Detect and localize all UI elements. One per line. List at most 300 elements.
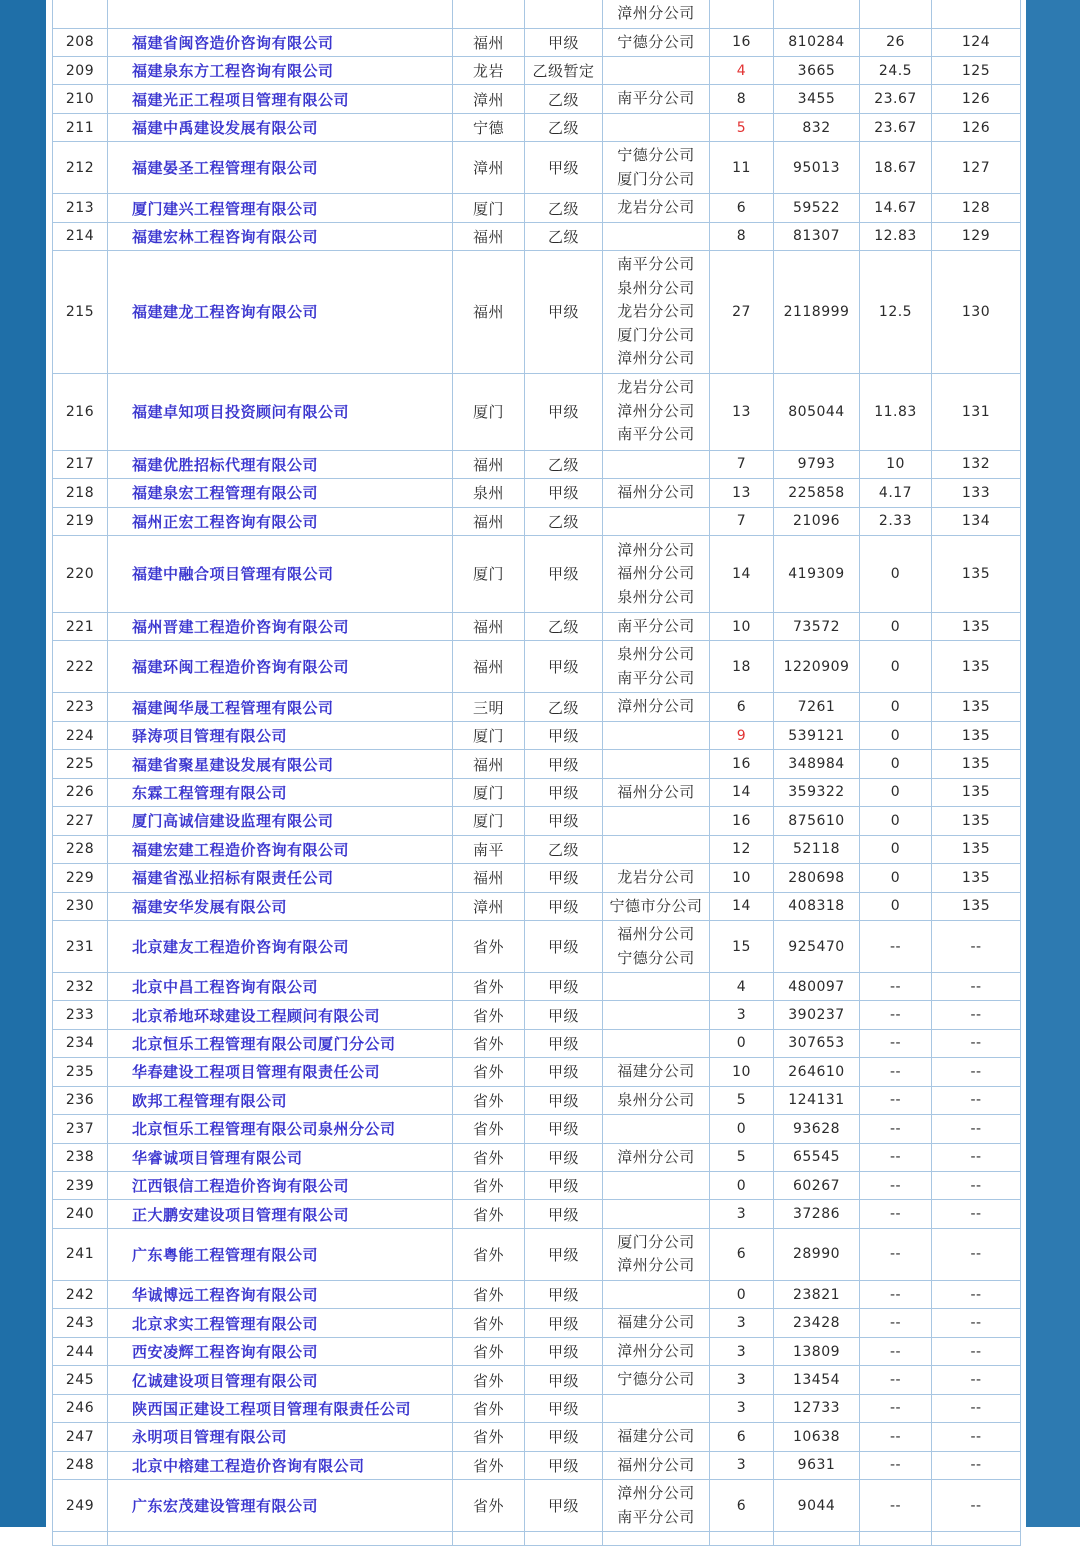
city-cell: 福州: [453, 222, 525, 250]
branch-line: 漳州分公司: [617, 1484, 695, 1503]
table-row-partial-top: [53, 0, 1021, 28]
table-row: [53, 892, 1021, 921]
city-cell: 省外: [453, 1366, 525, 1395]
score-cell: 10: [860, 450, 932, 478]
amount-cell: 359322: [774, 778, 860, 807]
rank-cell: --: [932, 1058, 1021, 1087]
branches-cell: [603, 1337, 710, 1366]
count-cell: 3: [710, 1200, 774, 1228]
row-number-cell: 245: [53, 1366, 108, 1395]
branches-cell: [603, 1228, 710, 1280]
grade-cell: 甲级: [525, 1451, 603, 1480]
row-number-cell: 215: [53, 251, 108, 374]
amount-cell: 264610: [774, 1058, 860, 1087]
amount-cell: 23428: [774, 1309, 860, 1338]
table-row: [53, 835, 1021, 863]
score-cell: --: [860, 1001, 932, 1029]
company-link[interactable]: 福建省泓业招标有限责任公司: [132, 869, 334, 888]
score-cell: --: [860, 1480, 932, 1532]
row-number-cell: 219: [53, 507, 108, 535]
rank-cell: 135: [932, 750, 1021, 778]
company-link[interactable]: 福建优胜招标代理有限公司: [132, 455, 319, 474]
amount-cell: 925470: [774, 921, 860, 973]
company-link[interactable]: 北京求实工程管理有限公司: [132, 1314, 319, 1333]
branch-line: 厦门分公司: [617, 325, 695, 344]
grade-cell: 乙级: [525, 835, 603, 863]
amount-cell: 3455: [774, 85, 860, 114]
rank-cell: --: [932, 1394, 1021, 1422]
branches-cell: [603, 973, 710, 1001]
amount-cell: 37286: [774, 1200, 860, 1228]
branch-line: 漳州分公司: [617, 540, 695, 559]
company-link[interactable]: 福建环闽工程造价咨询有限公司: [132, 658, 350, 677]
company-link[interactable]: 陕西国正建设工程项目管理有限责任公司: [132, 1399, 412, 1418]
table-row: [53, 507, 1021, 535]
company-link[interactable]: 厦门高诚信建设监理有限公司: [132, 812, 334, 831]
company-link[interactable]: 江西银信工程造价咨询有限公司: [132, 1177, 350, 1196]
city-cell: 南平: [453, 835, 525, 863]
company-link[interactable]: 福建宏建工程造价咨询有限公司: [132, 840, 350, 859]
company-link[interactable]: 福建卓知项目投资顾问有限公司: [132, 403, 350, 422]
score-cell: --: [860, 1029, 932, 1057]
row-number-cell: 231: [53, 921, 108, 973]
score-cell: --: [860, 1280, 932, 1308]
branches-cell: [603, 0, 710, 28]
score-cell: 24.5: [860, 57, 932, 85]
branch-line: 漳州分公司: [617, 4, 695, 22]
company-link[interactable]: 北京希地环球建设工程顾问有限公司: [132, 1006, 381, 1025]
branch-line: 福州分公司: [617, 1455, 695, 1474]
branches-cell: [603, 892, 710, 921]
row-number-cell: 241: [53, 1228, 108, 1280]
count-cell: 3: [710, 1394, 774, 1422]
table-row: [53, 194, 1021, 223]
company-cell: [108, 194, 453, 223]
company-cell: [108, 1200, 453, 1228]
score-cell: --: [860, 1172, 932, 1200]
company-cell: [108, 85, 453, 114]
score-cell: 0: [860, 750, 932, 778]
city-cell: 福州: [453, 507, 525, 535]
grade-cell: 甲级: [525, 864, 603, 893]
score-cell: 0: [860, 693, 932, 722]
grade-cell: 甲级: [525, 1029, 603, 1057]
row-number-cell: 235: [53, 1058, 108, 1087]
grade-cell: 甲级: [525, 479, 603, 508]
table-row: [53, 142, 1021, 194]
city-cell: 省外: [453, 1200, 525, 1228]
table-row: [53, 57, 1021, 85]
count-cell: 16: [710, 28, 774, 57]
company-link[interactable]: 东霖工程管理有限公司: [132, 783, 288, 802]
row-number-cell: 218: [53, 479, 108, 508]
row-number-cell: 227: [53, 807, 108, 835]
row-number-cell: 208: [53, 28, 108, 57]
count-cell: 7: [710, 507, 774, 535]
branch-line: 龙岩分公司: [617, 378, 695, 397]
row-number-cell: 232: [53, 973, 108, 1001]
company-cell: [108, 1309, 453, 1338]
table-row: [53, 28, 1021, 57]
count-cell: 0: [710, 1115, 774, 1143]
row-number-cell: 210: [53, 85, 108, 114]
company-link[interactable]: 永明项目管理有限公司: [132, 1428, 288, 1447]
table-row: [53, 1309, 1021, 1338]
empty-cell: [860, 1532, 932, 1546]
score-cell: --: [860, 1451, 932, 1480]
company-link[interactable]: 欧邦工程管理有限公司: [132, 1091, 288, 1110]
count-cell: 8: [710, 85, 774, 114]
branch-line: 厦门分公司: [617, 169, 695, 188]
row-number-cell: 216: [53, 373, 108, 450]
company-cell: [108, 721, 453, 749]
grade-cell: 甲级: [525, 251, 603, 374]
rank-cell: 127: [932, 142, 1021, 194]
branches-cell: [603, 251, 710, 374]
company-cell: [108, 479, 453, 508]
company-cell: [108, 1423, 453, 1452]
count-cell: 4: [710, 57, 774, 85]
branches-cell: [603, 835, 710, 863]
company-link[interactable]: 福建省聚星建设发展有限公司: [132, 755, 334, 774]
branches-cell: [603, 1143, 710, 1172]
city-cell: 泉州: [453, 479, 525, 508]
score-cell: 11.83: [860, 373, 932, 450]
rank-cell: --: [932, 973, 1021, 1001]
score-cell: 0: [860, 721, 932, 749]
branches-cell: [603, 1451, 710, 1480]
branches-cell: [603, 142, 710, 194]
count-cell: 10: [710, 1058, 774, 1087]
rank-cell: 135: [932, 864, 1021, 893]
city-cell: 省外: [453, 1228, 525, 1280]
rank-cell: --: [932, 1280, 1021, 1308]
score-cell: --: [860, 1423, 932, 1452]
table-row: [53, 1001, 1021, 1029]
table-row: [53, 1480, 1021, 1532]
company-link[interactable]: 北京中昌工程咨询有限公司: [132, 978, 319, 997]
branch-line: 泉州分公司: [617, 278, 695, 297]
branch-line: 漳州分公司: [617, 697, 695, 716]
city-cell: 省外: [453, 1423, 525, 1452]
row-number-cell: 217: [53, 450, 108, 478]
city-cell: 省外: [453, 1480, 525, 1532]
branches-cell: [603, 612, 710, 641]
row-number-cell: 229: [53, 864, 108, 893]
table-row: [53, 1029, 1021, 1057]
rank-cell: 126: [932, 113, 1021, 141]
city-cell: 福州: [453, 864, 525, 893]
company-cell: [108, 222, 453, 250]
rank-cell: --: [932, 921, 1021, 973]
company-link[interactable]: 福建省闽咨造价咨询有限公司: [132, 33, 334, 52]
company-link[interactable]: 福建宏林工程咨询有限公司: [132, 227, 319, 246]
company-link[interactable]: 福建建龙工程咨询有限公司: [132, 303, 319, 322]
table-row: [53, 778, 1021, 807]
branches-cell: [603, 450, 710, 478]
score-cell: --: [860, 1115, 932, 1143]
row-number-cell: 212: [53, 142, 108, 194]
company-cell: [108, 1143, 453, 1172]
score-cell: 0: [860, 641, 932, 693]
count-cell: 5: [710, 1086, 774, 1115]
row-number-cell: 248: [53, 1451, 108, 1480]
grade-cell: 甲级: [525, 1086, 603, 1115]
branches-cell: [603, 1001, 710, 1029]
company-link[interactable]: 厦门建兴工程管理有限公司: [132, 199, 319, 218]
amount-cell: 408318: [774, 892, 860, 921]
branch-line: 宁德市分公司: [609, 896, 703, 915]
empty-cell: [53, 1532, 108, 1546]
rank-cell: --: [932, 1480, 1021, 1532]
company-cell: [108, 973, 453, 1001]
branch-line: 福州分公司: [617, 483, 695, 502]
branch-line: 宁德分公司: [617, 32, 695, 51]
company-link[interactable]: 福州正宏工程咨询有限公司: [132, 512, 319, 531]
score-cell: --: [860, 1394, 932, 1422]
company-cell: [108, 0, 453, 28]
branch-line: 漳州分公司: [617, 1147, 695, 1166]
table-row: [53, 1228, 1021, 1280]
rank-cell: --: [932, 1337, 1021, 1366]
row-number-cell: 242: [53, 1280, 108, 1308]
empty-cell: [525, 1532, 603, 1546]
amount-cell: 65545: [774, 1143, 860, 1172]
grade-cell: 甲级: [525, 641, 603, 693]
amount-cell: 225858: [774, 479, 860, 508]
company-cell: [108, 864, 453, 893]
empty-cell: [710, 1532, 774, 1546]
city-cell: 厦门: [453, 535, 525, 612]
row-number-cell: 211: [53, 113, 108, 141]
company-link[interactable]: 福州晋建工程造价咨询有限公司: [132, 618, 350, 637]
branch-line: 福建分公司: [617, 1313, 695, 1332]
rank-cell: --: [932, 1451, 1021, 1480]
grade-cell: 甲级: [525, 373, 603, 450]
score-cell: 0: [860, 778, 932, 807]
table-row: [53, 1172, 1021, 1200]
count-cell: 13: [710, 373, 774, 450]
rank-cell: 129: [932, 222, 1021, 250]
company-cell: [108, 251, 453, 374]
company-link[interactable]: 福建泉东方工程咨询有限公司: [132, 62, 334, 81]
company-link[interactable]: 福建光正工程项目管理有限公司: [132, 90, 350, 109]
grade-cell: 甲级: [525, 28, 603, 57]
branch-line: 泉州分公司: [617, 645, 695, 664]
city-cell: 漳州: [453, 142, 525, 194]
city-cell: 福州: [453, 641, 525, 693]
grade-cell: 甲级: [525, 921, 603, 973]
grade-cell: 甲级: [525, 1280, 603, 1308]
count-cell: 0: [710, 1280, 774, 1308]
table-row: [53, 612, 1021, 641]
amount-cell: 7261: [774, 693, 860, 722]
count-cell: 14: [710, 892, 774, 921]
table-row: [53, 750, 1021, 778]
city-cell: 省外: [453, 1029, 525, 1057]
city-cell: 省外: [453, 1280, 525, 1308]
company-link[interactable]: 华诚博远工程咨询有限公司: [132, 1286, 319, 1305]
count-cell: 16: [710, 807, 774, 835]
branches-cell: [603, 479, 710, 508]
amount-cell: 95013: [774, 142, 860, 194]
rank-cell: 135: [932, 612, 1021, 641]
amount-cell: 60267: [774, 1172, 860, 1200]
city-cell: 省外: [453, 1115, 525, 1143]
grade-cell: 甲级: [525, 1200, 603, 1228]
branches-cell: [603, 1115, 710, 1143]
rank-cell: 135: [932, 641, 1021, 693]
count-cell: 0: [710, 1172, 774, 1200]
score-cell: --: [860, 973, 932, 1001]
branch-line: 泉州分公司: [617, 1090, 695, 1109]
company-link[interactable]: 正大鹏安建设项目管理有限公司: [132, 1205, 350, 1224]
table-row: [53, 1366, 1021, 1395]
company-link[interactable]: 广东粤能工程管理有限公司: [132, 1245, 319, 1264]
amount-cell: 9044: [774, 1480, 860, 1532]
company-link[interactable]: 福建中禹建设发展有限公司: [132, 119, 319, 138]
amount-cell: 28990: [774, 1228, 860, 1280]
company-cell: [108, 835, 453, 863]
table-row: [53, 113, 1021, 141]
count-cell: 16: [710, 750, 774, 778]
count-cell: 3: [710, 1001, 774, 1029]
company-link[interactable]: 华睿诚项目管理有限公司: [132, 1148, 303, 1167]
branches-cell: [603, 1280, 710, 1308]
amount-cell: 2118999: [774, 251, 860, 374]
table-row: [53, 1394, 1021, 1422]
city-cell: 漳州: [453, 85, 525, 114]
branches-cell: [603, 1200, 710, 1228]
table-row: [53, 1200, 1021, 1228]
table-row: [53, 864, 1021, 893]
row-number-cell: 234: [53, 1029, 108, 1057]
company-link[interactable]: 北京恒乐工程管理有限公司厦门分公司: [132, 1034, 396, 1053]
row-number-cell: 236: [53, 1086, 108, 1115]
rank-cell: --: [932, 1200, 1021, 1228]
amount-cell: 832: [774, 113, 860, 141]
score-cell: --: [860, 1143, 932, 1172]
rank-cell: --: [932, 1029, 1021, 1057]
rank-cell: --: [932, 1309, 1021, 1338]
branches-cell: [603, 535, 710, 612]
company-link[interactable]: 福建中融合项目管理有限公司: [132, 565, 334, 584]
company-link[interactable]: 福建泉宏工程管理有限公司: [132, 484, 319, 503]
company-link[interactable]: 亿诚建设项目管理有限公司: [132, 1371, 319, 1390]
grade-cell: 甲级: [525, 1337, 603, 1366]
company-link[interactable]: 福建安华发展有限公司: [132, 897, 288, 916]
grade-cell: 乙级: [525, 85, 603, 114]
grade-cell: 甲级: [525, 1058, 603, 1087]
company-link[interactable]: 驿涛项目管理有限公司: [132, 727, 288, 746]
rank-cell: 124: [932, 28, 1021, 57]
company-link[interactable]: 北京建友工程造价咨询有限公司: [132, 938, 350, 957]
branches-cell: [603, 778, 710, 807]
branches-cell: [603, 693, 710, 722]
company-link[interactable]: 西安凌辉工程咨询有限公司: [132, 1343, 319, 1361]
company-link[interactable]: 北京恒乐工程管理有限公司泉州分公司: [132, 1120, 396, 1139]
rank-cell: 135: [932, 693, 1021, 722]
company-cell: [108, 1366, 453, 1395]
score-cell: 2.33: [860, 507, 932, 535]
table-row: [53, 921, 1021, 973]
company-link[interactable]: 华春建设工程项目管理有限责任公司: [132, 1063, 381, 1082]
city-cell: [453, 0, 525, 28]
score-cell: 0: [860, 612, 932, 641]
count-cell: 27: [710, 251, 774, 374]
company-link[interactable]: 福建闽华晟工程管理有限公司: [132, 698, 334, 717]
company-link[interactable]: 北京中榕建工程造价咨询有限公司: [132, 1456, 365, 1475]
left-margin-band: [0, 0, 46, 1527]
company-cell: [108, 1228, 453, 1280]
grade-cell: 甲级: [525, 1172, 603, 1200]
table-row: [53, 973, 1021, 1001]
score-cell: --: [860, 1309, 932, 1338]
amount-cell: 9631: [774, 1451, 860, 1480]
city-cell: 省外: [453, 1337, 525, 1366]
amount-cell: 348984: [774, 750, 860, 778]
count-cell: 3: [710, 1451, 774, 1480]
rank-cell: --: [932, 1001, 1021, 1029]
company-link[interactable]: 广东宏茂建设管理有限公司: [132, 1497, 319, 1516]
company-link[interactable]: 福建晏圣工程管理有限公司: [132, 159, 319, 178]
rank-cell: 135: [932, 892, 1021, 921]
grade-cell: 甲级: [525, 807, 603, 835]
grade-cell: 甲级: [525, 142, 603, 194]
table-row: [53, 1058, 1021, 1087]
amount-cell: 1220909: [774, 641, 860, 693]
branches-cell: [603, 1394, 710, 1422]
table-row: [53, 479, 1021, 508]
row-number-cell: 228: [53, 835, 108, 863]
grade-cell: 甲级: [525, 535, 603, 612]
table-row: [53, 535, 1021, 612]
company-cell: [108, 1172, 453, 1200]
count-cell: 12: [710, 835, 774, 863]
company-cell: [108, 778, 453, 807]
branches-cell: [603, 1172, 710, 1200]
amount-cell: 12733: [774, 1394, 860, 1422]
company-cell: [108, 1115, 453, 1143]
score-cell: 4.17: [860, 479, 932, 508]
grade-cell: 甲级: [525, 1143, 603, 1172]
branch-line: 龙岩分公司: [617, 868, 695, 887]
rank-cell: 128: [932, 194, 1021, 223]
row-number-cell: 247: [53, 1423, 108, 1452]
amount-cell: 480097: [774, 973, 860, 1001]
city-cell: 福州: [453, 450, 525, 478]
rank-cell: 131: [932, 373, 1021, 450]
rank-cell: 135: [932, 778, 1021, 807]
count-cell: 6: [710, 1228, 774, 1280]
city-cell: 省外: [453, 1172, 525, 1200]
company-cell: [108, 1001, 453, 1029]
branches-cell: [603, 921, 710, 973]
branch-line: 厦门分公司: [617, 1232, 695, 1251]
city-cell: 福州: [453, 612, 525, 641]
score-cell: --: [860, 1058, 932, 1087]
company-cell: [108, 750, 453, 778]
score-cell: 12.5: [860, 251, 932, 374]
company-cell: [108, 921, 453, 973]
empty-cell: [932, 1532, 1021, 1546]
count-cell: 7: [710, 450, 774, 478]
rank-cell: [932, 0, 1021, 28]
amount-cell: 59522: [774, 194, 860, 223]
rank-cell: 135: [932, 807, 1021, 835]
amount-cell: 390237: [774, 1001, 860, 1029]
amount-cell: 805044: [774, 373, 860, 450]
